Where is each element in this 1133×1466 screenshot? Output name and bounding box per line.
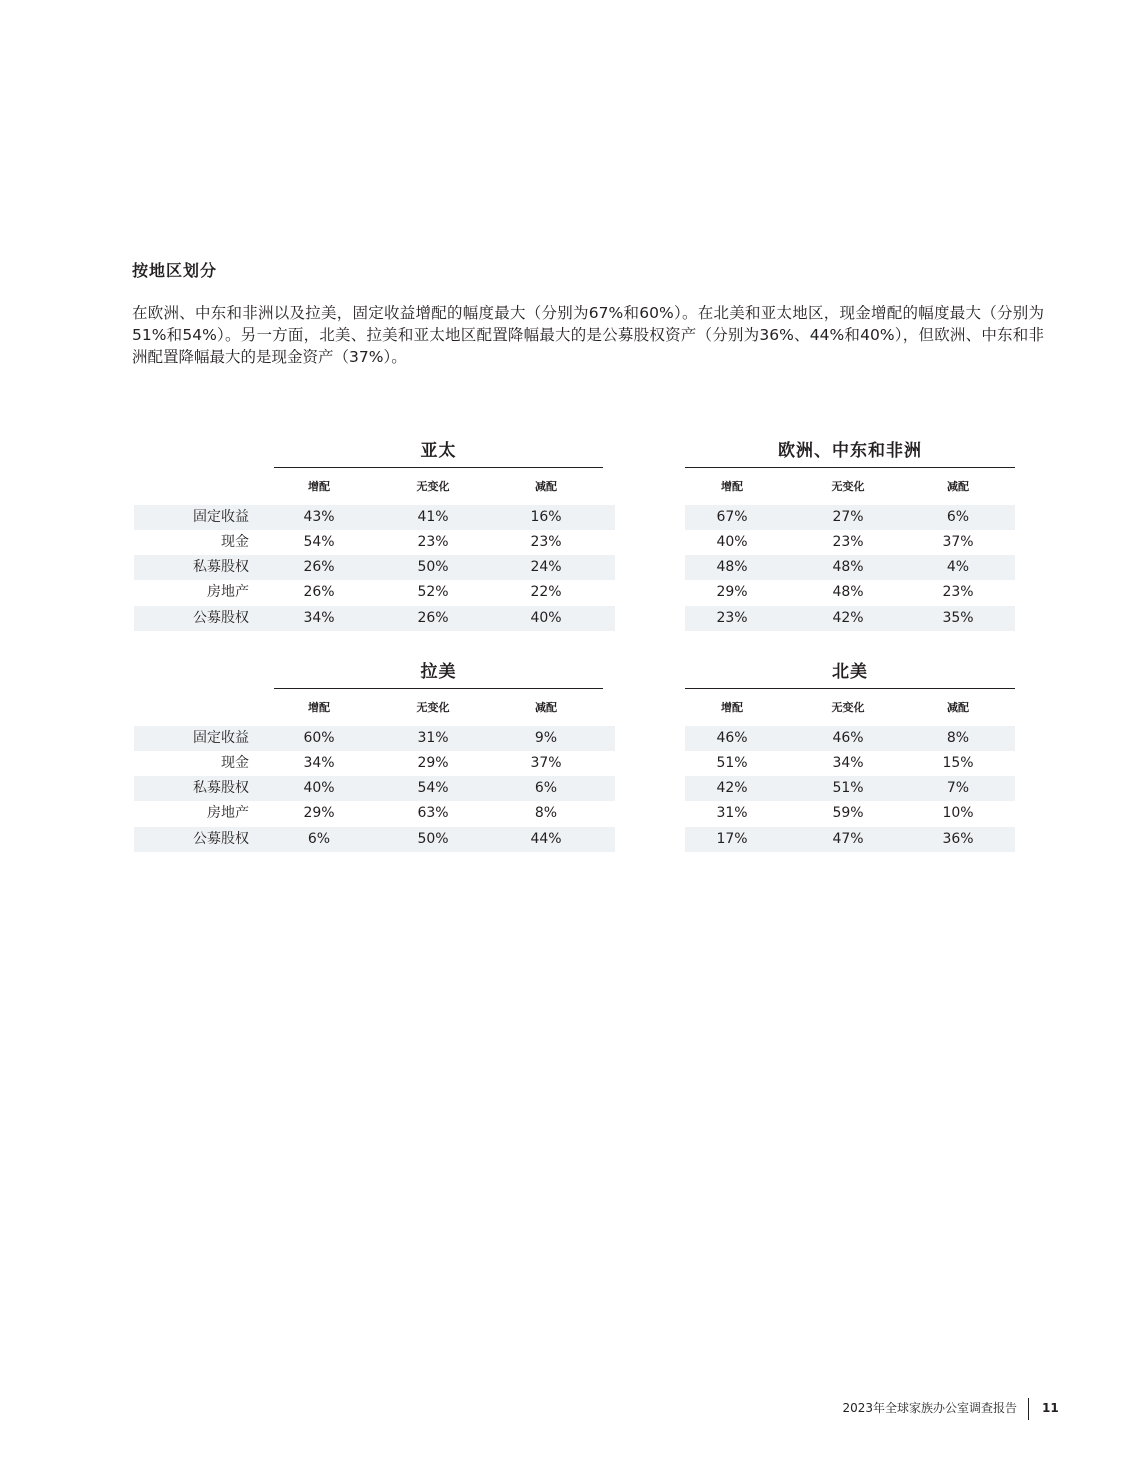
table-cell: 8% <box>946 730 970 746</box>
table-cell: 34% <box>303 755 335 771</box>
row-label: 私募股权 <box>193 780 249 796</box>
table-row <box>685 801 1015 826</box>
table-cell: 23% <box>832 534 864 550</box>
column-header: 减配 <box>947 701 969 714</box>
table-row <box>685 827 1015 852</box>
footer-divider <box>1028 1398 1029 1420</box>
table-cell: 23% <box>530 534 562 550</box>
column-header: 增配 <box>721 480 743 493</box>
table-title-rule <box>274 688 603 689</box>
table-cell: 6% <box>534 780 558 796</box>
table-cell: 23% <box>417 534 449 550</box>
table-cell: 29% <box>303 805 335 821</box>
column-header: 增配 <box>308 480 330 493</box>
table-cell: 15% <box>942 755 974 771</box>
table-cell: 60% <box>303 730 335 746</box>
table-asia-pacific <box>134 440 615 632</box>
table-cell: 48% <box>716 559 748 575</box>
table-cell: 54% <box>417 780 449 796</box>
table-cell: 27% <box>832 509 864 525</box>
footer-report-title: 2023年全球家族办公室调查报告 <box>842 1401 1017 1415</box>
table-cell: 8% <box>534 805 558 821</box>
table-cell: 26% <box>417 610 449 626</box>
table-cell: 67% <box>716 509 748 525</box>
table-row <box>134 827 615 852</box>
table-cell: 50% <box>417 831 449 847</box>
table-cell: 35% <box>942 610 974 626</box>
table-cell: 37% <box>942 534 974 550</box>
table-cell: 48% <box>832 584 864 600</box>
table-cell: 40% <box>530 610 562 626</box>
table-row <box>134 751 615 776</box>
table-row <box>134 505 615 530</box>
column-header: 增配 <box>721 701 743 714</box>
table-cell: 47% <box>832 831 864 847</box>
table-cell: 29% <box>417 755 449 771</box>
column-header: 无变化 <box>831 480 865 493</box>
table-cell: 16% <box>530 509 562 525</box>
table-north-america <box>685 661 1015 853</box>
table-cell: 10% <box>942 805 974 821</box>
column-header: 无变化 <box>416 480 450 493</box>
table-cell: 40% <box>716 534 748 550</box>
table-cell: 17% <box>716 831 748 847</box>
table-title: 欧洲、中东和非洲 <box>778 441 922 461</box>
table-latin-america <box>134 661 615 853</box>
table-cell: 22% <box>530 584 562 600</box>
table-row <box>134 726 615 751</box>
table-cell: 44% <box>530 831 562 847</box>
table-cell: 59% <box>832 805 864 821</box>
table-title: 北美 <box>832 662 868 682</box>
table-row <box>685 751 1015 776</box>
column-header: 减配 <box>535 701 557 714</box>
table-cell: 7% <box>946 780 970 796</box>
table-row <box>685 776 1015 801</box>
table-cell: 40% <box>303 780 335 796</box>
table-title-rule <box>685 688 1015 689</box>
table-row <box>134 606 615 631</box>
table-cell: 48% <box>832 559 864 575</box>
table-row <box>134 530 615 555</box>
table-title: 亚太 <box>420 441 457 461</box>
table-cell: 63% <box>417 805 449 821</box>
table-row <box>685 580 1015 605</box>
row-label: 房地产 <box>207 584 249 600</box>
table-cell: 34% <box>303 610 335 626</box>
table-title-rule <box>274 467 603 468</box>
table-row <box>134 555 615 580</box>
row-label: 固定收益 <box>193 730 249 746</box>
table-title-rule <box>685 467 1015 468</box>
table-row <box>685 530 1015 555</box>
table-cell: 50% <box>417 559 449 575</box>
table-row <box>685 555 1015 580</box>
table-cell: 36% <box>942 831 974 847</box>
table-cell: 46% <box>716 730 748 746</box>
table-cell: 23% <box>716 610 748 626</box>
section-heading: 按地区划分 <box>132 261 218 280</box>
table-title: 拉美 <box>420 662 457 682</box>
table-cell: 6% <box>307 831 331 847</box>
column-header: 减配 <box>535 480 557 493</box>
page-number: 11 <box>1042 1401 1059 1415</box>
table-cell: 31% <box>716 805 748 821</box>
table-cell: 42% <box>832 610 864 626</box>
row-label: 公募股权 <box>193 831 249 847</box>
row-label: 房地产 <box>207 805 249 821</box>
table-cell: 54% <box>303 534 335 550</box>
table-cell: 51% <box>832 780 864 796</box>
table-cell: 41% <box>417 509 449 525</box>
column-header: 无变化 <box>831 701 865 714</box>
column-header: 无变化 <box>416 701 450 714</box>
table-row <box>685 505 1015 530</box>
table-row <box>134 801 615 826</box>
table-cell: 42% <box>716 780 748 796</box>
table-cell: 26% <box>303 584 335 600</box>
column-header: 增配 <box>308 701 330 714</box>
intro-paragraph: 在欧洲、中东和非洲以及拉美，固定收益增配的幅度最大（分别为67%和60%）。在北美和亚太地区，现金增配的幅度最大（分别为51%和54%）。另一方面，北美、拉美和亚太地区配置降幅最大的是公募股权资产（分别为36%、44%和40%），但欧洲、中东和非洲配置降幅最大的是现金资产（37%）。 <box>132 304 1044 366</box>
table-row <box>685 726 1015 751</box>
table-cell: 37% <box>530 755 562 771</box>
table-cell: 51% <box>716 755 748 771</box>
table-cell: 52% <box>417 584 449 600</box>
table-cell: 4% <box>946 559 970 575</box>
table-emea <box>685 440 1015 632</box>
row-label: 现金 <box>221 534 249 550</box>
table-cell: 43% <box>303 509 335 525</box>
table-cell: 23% <box>942 584 974 600</box>
row-label: 私募股权 <box>193 559 249 575</box>
table-cell: 9% <box>534 730 558 746</box>
table-cell: 46% <box>832 730 864 746</box>
column-header: 减配 <box>947 480 969 493</box>
table-row <box>685 606 1015 631</box>
table-cell: 29% <box>716 584 748 600</box>
row-label: 现金 <box>221 755 249 771</box>
row-label: 公募股权 <box>193 610 249 626</box>
table-cell: 34% <box>832 755 864 771</box>
table-row <box>134 580 615 605</box>
table-row <box>134 776 615 801</box>
table-cell: 6% <box>946 509 970 525</box>
table-cell: 26% <box>303 559 335 575</box>
table-cell: 31% <box>417 730 449 746</box>
row-label: 固定收益 <box>193 509 249 525</box>
table-cell: 24% <box>530 559 562 575</box>
